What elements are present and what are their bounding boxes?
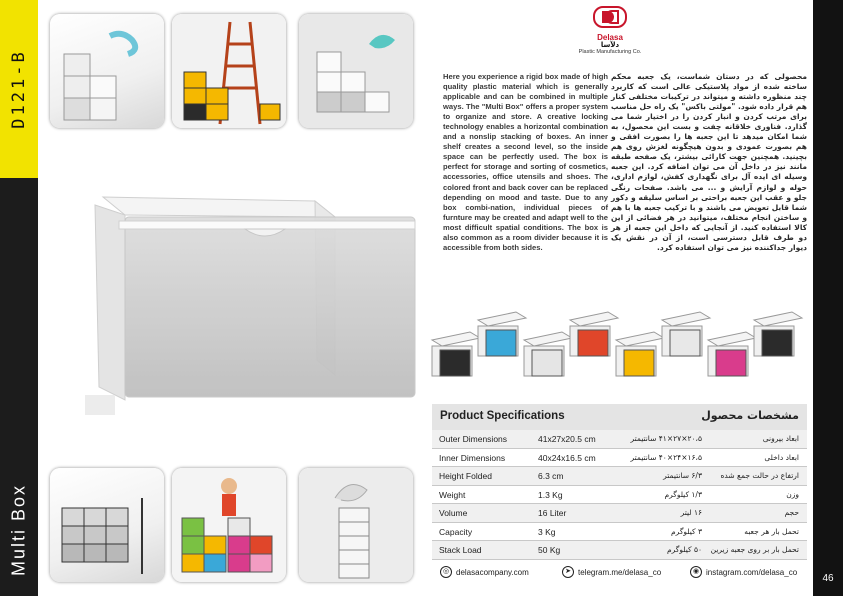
table-row: [432, 430, 807, 449]
spec-value: 40x24x16.5 cm: [538, 452, 596, 463]
photo-ladder-boxes-yellow: [172, 14, 286, 128]
right-band: [813, 0, 843, 596]
photo-shelf-boxes: [299, 14, 413, 128]
instagram-icon: ◉: [690, 566, 702, 578]
brand-subtitle: Plastic Manufacturing Co.: [578, 49, 642, 55]
color-variant-box: [754, 312, 802, 356]
globe-icon: ◎: [440, 566, 452, 578]
color-variant-box: [432, 332, 480, 376]
spec-label-fa: ارتفاع در حالت جمع شده: [720, 471, 799, 480]
table-row: [432, 467, 807, 486]
photo-vertical-stack-boxes: [299, 468, 413, 582]
color-variant-box: [570, 312, 618, 356]
table-row: [432, 486, 807, 505]
table-row: [432, 504, 807, 523]
spec-label: Weight: [439, 489, 466, 500]
spec-value-fa: ۱۶،۵×۲۴×۴۰ سانتیمتر: [630, 452, 702, 462]
spec-title: Product Specifications: [440, 410, 565, 422]
spec-value: 3 Kg: [538, 526, 556, 537]
telegram-text: telegram.me/delasa_co: [578, 567, 662, 577]
spec-value-fa: ۳ کیلوگرم: [671, 526, 702, 536]
instagram-link[interactable]: [690, 566, 797, 578]
description-english: Here you experience a rigid box made of high quality plastic material which is generally applicable and can be combined in multiple ways. The "Multi Box" offers a proper system to organize and store. A creative locking technology enables a horizontal combination and a nonslip stacking of boxes. An inner shelf creates a second level, so the inside space can be perfectly used. The box is perfect for storage and sorting of cosmetics, accessories, office utensils and shoes. The colored front and back cover can be replaced depending on mood and taste. Due to any box combi-nation, individual pieces of furnture may be created and adapt well to the most difficult spatial conditions. The box is also common as a room divider because it is accessible from both sides.: [443, 72, 608, 252]
spec-value-fa: ۵۰ کیلوگرم: [667, 545, 702, 554]
spec-value: 16 Liter: [538, 508, 567, 518]
spec-label: Volume: [439, 508, 468, 518]
instagram-text: instagram.com/delasa_co: [706, 567, 798, 577]
product-code: D121-B: [9, 49, 29, 129]
spec-value-fa: ۲۰،۵×۲۷×۴۱ سانتیمتر: [630, 434, 702, 443]
brand-name-fa: دلآسا: [600, 41, 620, 49]
spec-table-header: [432, 404, 807, 430]
footer-contacts: [440, 566, 810, 582]
page-number: 46: [822, 573, 834, 584]
spec-label: Outer Dimensions: [439, 434, 508, 444]
spec-value-fa: ۱/۳ کیلوگرم: [664, 489, 702, 499]
table-row: [432, 449, 807, 468]
spec-value: 41x27x20.5 cm: [538, 434, 596, 444]
table-row: [432, 541, 807, 560]
product-name: Multi Box: [8, 483, 29, 577]
table-row: [432, 523, 807, 542]
spec-value: 6.3 cm: [538, 471, 564, 481]
description-persian: محصولی که در دستان شماست، یک جعبه محکم ساخته شده از مواد پلاستیکی عالی است که کاربرد چند منظوره داشته و میتواند در ترکیبات مختلفی کنار هم قرار داده شود. "مولتی باکس" یک راه حل مناسب برای مرتب کردن و انبار کردن را در اختیار شما می گذارد. فناوری خلاقانه چفت و بست این محصول، به شما امکان میدهد تا این جعبه ها را بصورت افقی و هم بصورت عمودی و بدون هیچگونه لغزش روی هم بچینید. همچنین جهت کارائی بیشتر، یک صفحه طبقه مانند نیز در داخل آن می توان اضافه کرد. این جعبه وسیله ای ایده آل برای نگهداری کفش، لوازم اداری، حوله و لوازم آرایش و ... می باشد. صفحات رنگی جلو و عقب این جعبه براحتی بر اساس سلیقه و دکور شما قابل تعویض می باشند و با ترکیب جعبه ها با هم و ساختن انجام مختلف، میتوانید در هر فضائی از این کالا استفاده کنید. از آنجایی که داخل این جعبه از هر دو طرف قابل دسترسی است، از آن در نقش یک دیوار جداکننده نیز می توان استفاده کرد.: [611, 72, 807, 252]
photo-girl-colored-boxes: [172, 468, 286, 582]
photo-stacked-boxes-white: [50, 14, 164, 128]
spec-label-fa: ابعاد بیرونی: [762, 434, 799, 443]
brand-logo: [565, 6, 655, 68]
color-variant-box: [708, 332, 756, 376]
spec-label: Inner Dimensions: [439, 452, 506, 463]
brand-name: Delasa: [597, 33, 623, 42]
color-variant-box: [524, 332, 572, 376]
spec-label: Height Folded: [439, 471, 492, 481]
spec-value-fa: ۱۶ لیتر: [680, 508, 702, 517]
telegram-icon: ➤: [562, 566, 574, 578]
spec-value: 50 Kg: [538, 545, 561, 555]
spec-label-fa: ابعاد داخلی: [764, 452, 799, 462]
main-product-image: [85, 195, 420, 420]
color-variant-box: [616, 332, 664, 376]
delasa-logo-icon: [593, 6, 627, 28]
spec-label-fa: وزن: [786, 489, 799, 499]
spec-label-fa: حجم: [784, 508, 799, 517]
spec-label: Capacity: [439, 526, 473, 537]
spec-value-fa: ۶/۳ سانتیمتر: [663, 471, 702, 480]
color-variant-box: [662, 312, 710, 356]
color-variants-image: [428, 300, 808, 400]
spec-label-fa: تحمل بار هر جعبه: [744, 526, 799, 536]
color-variant-box: [478, 312, 526, 356]
spec-label-fa: تحمل بار بر روی جعبه زیرین: [710, 545, 799, 554]
spec-value: 1.3 Kg: [538, 489, 563, 500]
website-text: delasacompany.com: [456, 567, 529, 577]
website-link[interactable]: [440, 566, 529, 578]
spec-label: Stack Load: [439, 545, 482, 555]
spec-table: [432, 404, 807, 560]
photo-shoe-boxes-dark: [50, 468, 164, 582]
telegram-link[interactable]: [562, 566, 661, 578]
spec-title-fa: مشخصات محصول: [701, 409, 799, 422]
